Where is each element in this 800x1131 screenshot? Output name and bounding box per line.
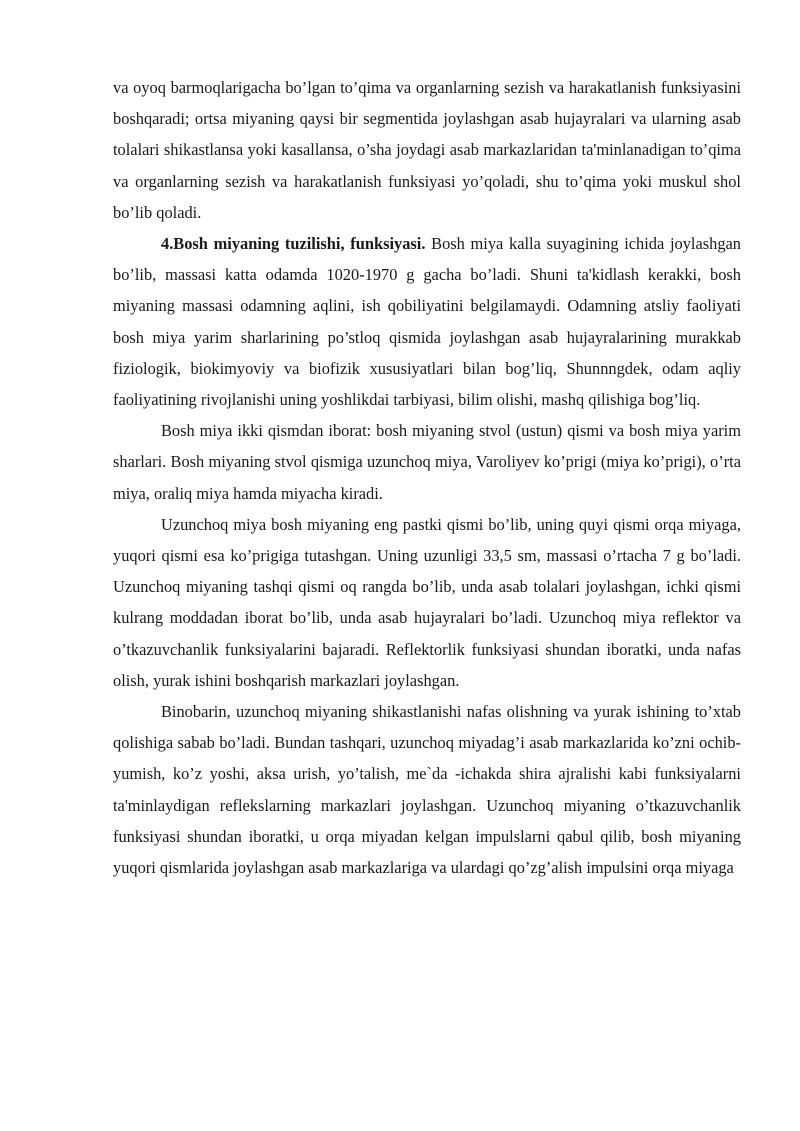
paragraph-text: Bosh miya kalla suyagining ichida joylashgan bo’lib, massasi katta odamda 1020-1970 g gacha bo’ladi. Shuni ta'kidlash kerakki, bosh miyaning massasi odamning aqlini, ish qobiliyatini belgilamaydi. Odamning atsliy faoliyati bosh miya yarim sharlarining po’stloq qismida joylashgan asab hujayralarining murakkab fiziologik, biokimyoviy va biofizik xususiyatlari bilan bog’liq, Shunnngdek, odam aqliy faoliyatining rivojlanishi uning yoshlikdai tarbiyasi, bilim olishi, mashq qilishiga bog’liq.	[113, 234, 741, 410]
paragraph-brain-parts: Bosh miya ikki qismdan iborat: bosh miyaning stvol (ustun) qismi va bosh miya yarim sharlari. Bosh miyaning stvol qismiga uzunchoq miya, Varoliyev ko’prigi (miya ko’prigi), o’rta miya, oraliq miya hamda miyacha kiradi.	[113, 421, 741, 503]
document-page	[113, 72, 741, 883]
paragraph-medulla: Uzunchoq miya bosh miyaning eng pastki qismi bo’lib, uning quyi qismi orqa miyaga, yuqori qismi esa ko’prigiga tutashgan. Uning uzunligi 33,5 sm, massasi o’rtacha 7 g bo’ladi. Uzunchoq miyaning tashqi qismi oq rangda bo’lib, unda asab tolalari joylashgan, ichki qismi kulrang moddadan iborat bo’lib, unda asab hujayralari bo’ladi. Uzunchoq miya reflektor va o’tkazuvchanlik funksiyalarini bajaradi. Reflektorlik funksiyasi shundan iboratki, unda nafas olish, yurak ishini boshqarish markazlari joylashgan.	[113, 514, 741, 690]
paragraph-continuation: va oyoq barmoqlarigacha bo’lgan to’qima va organlarning sezish va harakatlanish funksiyasini boshqaradi; ortsa miyaning qaysi bir segmentida joylashgan asab hujayralari va ularning asab tolalari shikastlansa yoki kasallansa, o’sha joydagi asab markazlaridan ta'minlanadigan to’qima va organlarning sezish va harakatlanish funksiyasi yo’qoladi, shu to’qima yoki muskul shol bo’lib qoladi.	[113, 78, 741, 222]
paragraph-medulla-functions: Binobarin, uzunchoq miyaning shikastlanishi nafas olishning va yurak ishining to’xtab qolishiga sabab bo’ladi. Bundan tashqari, uzunchoq miyadag’i asab markazlarida ko’zni ochib-yumish, ko’z yoshi, aksa urish, yo’talish, me`da -ichakda shira ajralishi kabi funksiyalarni ta'minlaydigan reflekslarning markazlari joylashgan. Uzunchoq miyaning o’tkazuvchanlik funksiyasi shundan iboratki, u orqa miyadan kelgan impulslarni qabul qilib, bosh miyaning yuqori qismlarida joylashgan asab markazlariga va ulardagi qo’zg’alish impulsini orqa miyaga	[113, 702, 741, 878]
paragraph-brain-structure	[113, 228, 741, 415]
section-heading: 4.Bosh miyaning tuzilishi, funksiyasi.	[161, 234, 426, 254]
